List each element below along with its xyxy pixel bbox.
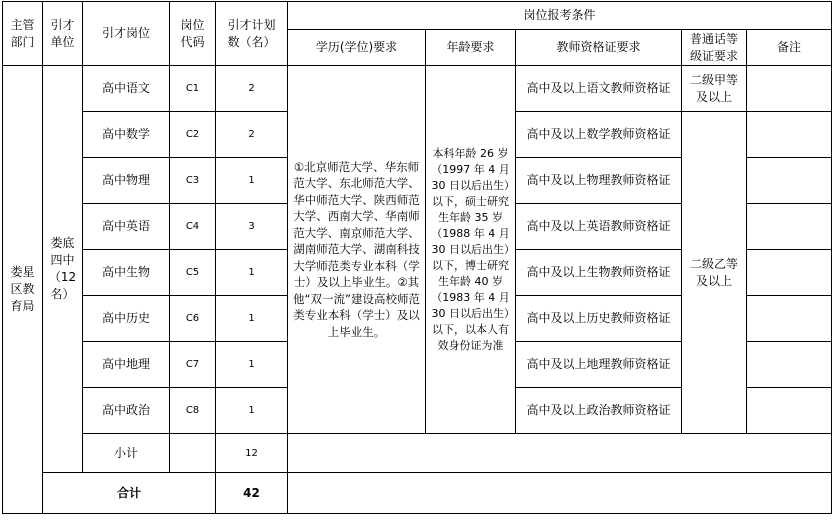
code-cell: C4 (170, 204, 216, 250)
code-cell: C8 (170, 388, 216, 434)
remark-cell (747, 388, 832, 434)
total-count: 42 (216, 473, 288, 514)
subtotal-label: 小计 (83, 434, 170, 473)
total-row (3, 473, 832, 514)
education-requirement: ①北京师范大学、华东师范大学、东北师范大学、华中师范大学、陕西师范大学、西南大学、华南师范大学、南京师范大学、湖南师范大学、湖南科技大学师范类专业本科（学士）及以上毕业生。②其他“双一流”建设高校师范类专业本科（学士）及以上毕业生。 (288, 66, 426, 434)
position-cell: 高中物理 (83, 158, 170, 204)
count-cell: 3 (216, 204, 288, 250)
header-plan: 引才计划 数（名） (216, 2, 288, 66)
count-cell: 1 (216, 296, 288, 342)
total-label: 合计 (43, 473, 216, 514)
subtotal-row (3, 434, 832, 473)
dept-cell: 娄星 区教 育局 (3, 66, 43, 514)
position-cell: 高中生物 (83, 250, 170, 296)
cert-cell: 高中及以上英语教师资格证 (516, 204, 682, 250)
table-row (3, 66, 832, 112)
code-cell: C1 (170, 66, 216, 112)
header-remark: 备注 (747, 30, 832, 66)
position-cell: 高中英语 (83, 204, 170, 250)
count-cell: 1 (216, 388, 288, 434)
header-unit: 引才 单位 (43, 2, 83, 66)
position-cell: 高中政治 (83, 388, 170, 434)
remark-cell (747, 66, 832, 112)
position-cell: 高中历史 (83, 296, 170, 342)
header-row-1 (3, 2, 832, 30)
count-cell: 1 (216, 342, 288, 388)
total-empty (288, 473, 832, 514)
subtotal-empty (288, 434, 832, 473)
cert-cell: 高中及以上物理教师资格证 (516, 158, 682, 204)
cert-cell: 高中及以上地理教师资格证 (516, 342, 682, 388)
cert-cell: 高中及以上政治教师资格证 (516, 388, 682, 434)
header-mandarin: 普通话等 级证要求 (682, 30, 747, 66)
header-code: 岗位 代码 (170, 2, 216, 66)
cert-cell: 高中及以上数学教师资格证 (516, 112, 682, 158)
age-requirement: 本科年龄 26 岁（1997 年 4 月 30 日以后出生）以下，硕士研究生年龄 35 岁（1988 年 4 月 30 日以后出生）以下，博士研究生年龄 40 岁（1983 年 4 月 30 日以后出生）以下，以本人有效身份证为准 (426, 66, 516, 434)
subtotal-code (170, 434, 216, 473)
code-cell: C7 (170, 342, 216, 388)
code-cell: C5 (170, 250, 216, 296)
count-cell: 1 (216, 250, 288, 296)
remark-cell (747, 296, 832, 342)
count-cell: 2 (216, 112, 288, 158)
remark-cell (747, 112, 832, 158)
mandarin-cell-first: 二级甲等 及以上 (682, 66, 747, 112)
header-position: 引才岗位 (83, 2, 170, 66)
header-conditions: 岗位报考条件 (288, 2, 832, 30)
code-cell: C2 (170, 112, 216, 158)
header-teacher-cert: 教师资格证要求 (516, 30, 682, 66)
remark-cell (747, 204, 832, 250)
position-cell: 高中数学 (83, 112, 170, 158)
code-cell: C3 (170, 158, 216, 204)
header-dept: 主管 部门 (3, 2, 43, 66)
cert-cell: 高中及以上语文教师资格证 (516, 66, 682, 112)
recruitment-table (2, 1, 832, 514)
header-age: 年龄要求 (426, 30, 516, 66)
remark-cell (747, 250, 832, 296)
cert-cell: 高中及以上历史教师资格证 (516, 296, 682, 342)
remark-cell (747, 342, 832, 388)
position-cell: 高中语文 (83, 66, 170, 112)
unit-cell: 娄底 四中 （12 名） (43, 66, 83, 473)
mandarin-cell-rest: 二级乙等 及以上 (682, 112, 747, 434)
remark-cell (747, 158, 832, 204)
cert-cell: 高中及以上生物教师资格证 (516, 250, 682, 296)
subtotal-count: 12 (216, 434, 288, 473)
count-cell: 2 (216, 66, 288, 112)
position-cell: 高中地理 (83, 342, 170, 388)
code-cell: C6 (170, 296, 216, 342)
header-education: 学历(学位)要求 (288, 30, 426, 66)
count-cell: 1 (216, 158, 288, 204)
